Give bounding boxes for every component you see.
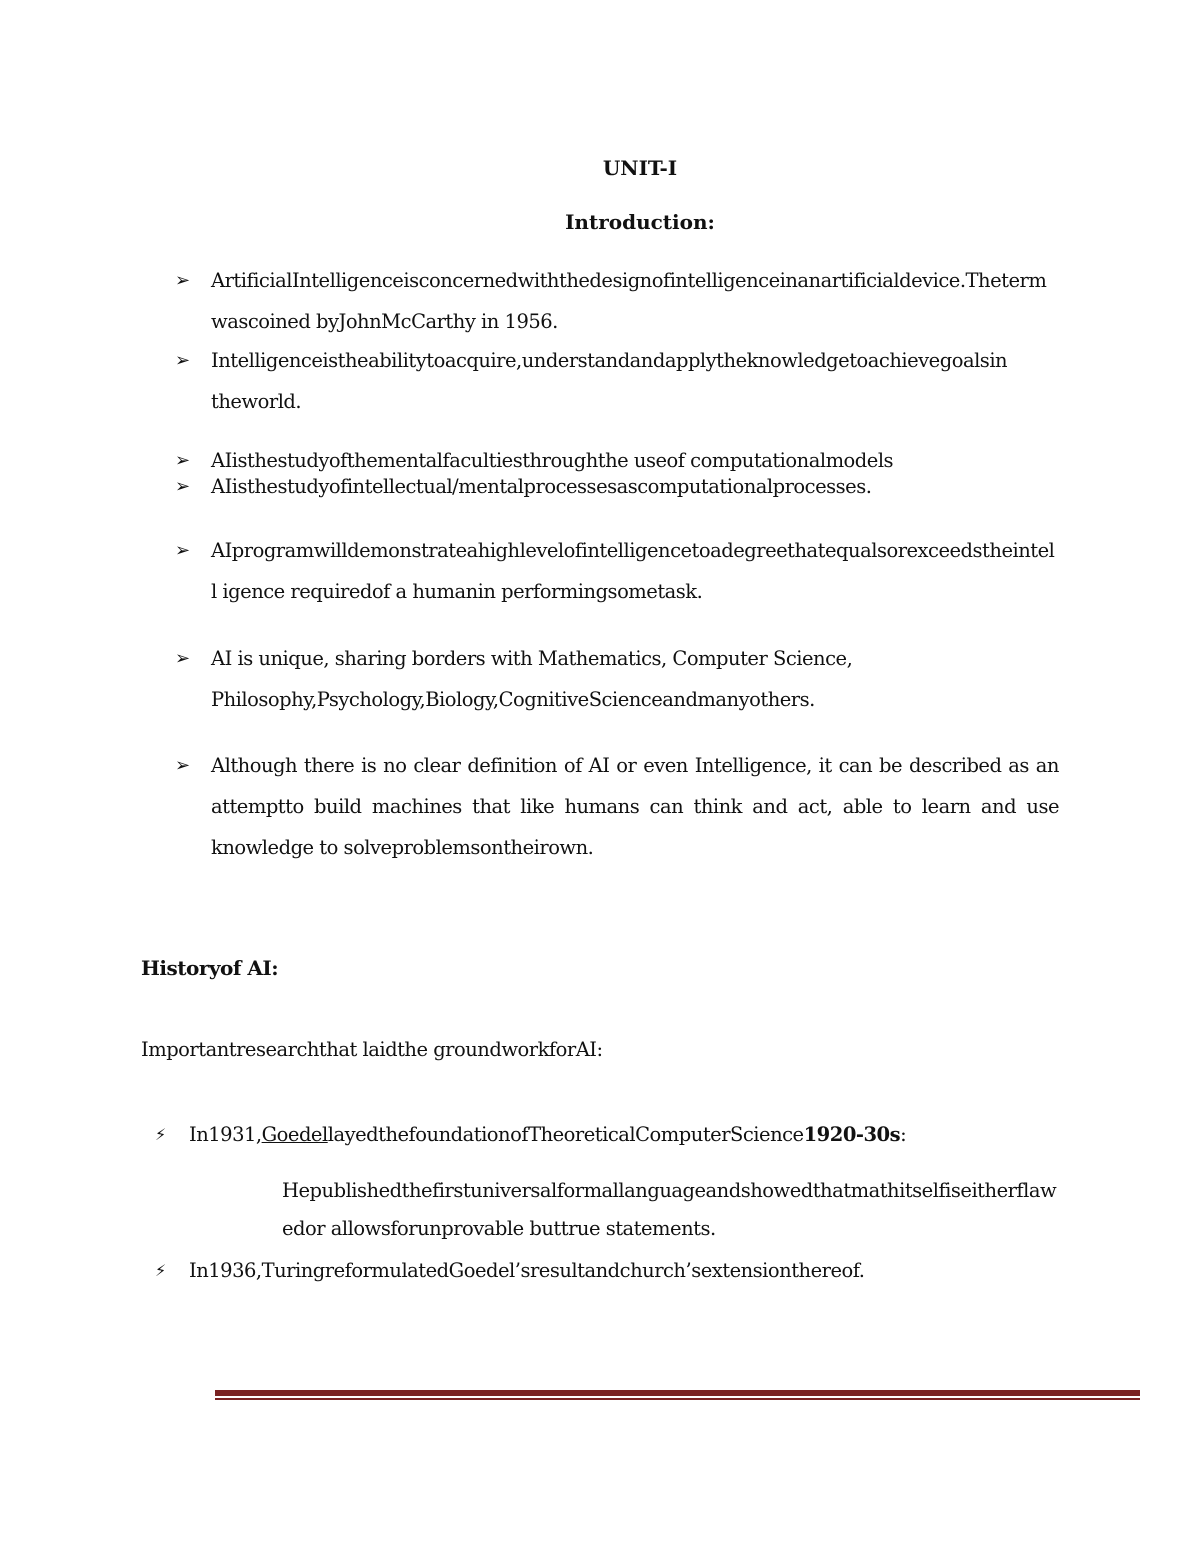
- goedel-name: Goedel: [261, 1123, 328, 1146]
- history-prefix: In1931,: [189, 1123, 262, 1146]
- arrow-bullet-icon: ➢: [175, 350, 190, 371]
- intro-bullet: [175, 530, 1059, 612]
- history-bullet-text: [189, 1116, 1060, 1154]
- footer-rule-thin: [215, 1398, 1140, 1400]
- arrow-bullet-icon: ➢: [175, 755, 190, 776]
- history-bullet: [155, 1116, 1060, 1154]
- lightning-bullet-icon: ⚡: [155, 1125, 166, 1144]
- arrow-bullet-icon: ➢: [175, 648, 190, 669]
- arrow-bullet-icon: ➢: [175, 476, 190, 497]
- intro-bullet: [175, 745, 1059, 868]
- history-years: 1920-30s: [803, 1123, 901, 1146]
- history-sub-paragraph: Hepublishedthefirstuniversalformallanguageandshowedthatmathitselfiseitherflawedor allowsforunprovable buttrue statements.: [282, 1179, 1057, 1240]
- intro-bullet-text: AIprogramwilldemonstrateahighlevelofintelligencetoadegreethatequalsorexceedstheintell igence requiredof a humanin performingsometask.: [211, 539, 1055, 603]
- intro-bullet: [175, 638, 1059, 720]
- unit-title: UNIT-I: [602, 156, 678, 180]
- arrow-bullet-icon: ➢: [175, 450, 190, 471]
- intro-bullet-text: Intelligenceistheabilitytoacquire,understandandapplytheknowledgetoachievegoalsin theworld.: [211, 349, 1008, 413]
- intro-bullet: [175, 448, 1059, 474]
- intro-bullet-text: AIisthestudyofthementalfacultiesthroughthe useof computationalmodels: [211, 449, 894, 472]
- history-bullet: [155, 1252, 1060, 1290]
- arrow-bullet-icon: ➢: [175, 540, 190, 561]
- history-intro: Importantresearchthat laidthe groundworkforAI:: [141, 1038, 603, 1061]
- intro-bullet-text: ArtificialIntelligenceisconcernedwiththedesignofintelligenceinanartificialdevice.Theterm wascoined byJohnMcCarthy in 1956.: [211, 269, 1047, 333]
- intro-bullet-text: Although there is no clear definition of AI or even Intelligence, it can be described as an attemptto build machines that like humans can think and act, able to learn and use knowledge to solveproblemsontheirown.: [211, 754, 1059, 859]
- introduction-heading: Introduction:: [565, 210, 715, 234]
- arrow-bullet-icon: ➢: [175, 270, 190, 291]
- intro-bullet: [175, 340, 1059, 422]
- intro-bullet-text: AI is unique, sharing borders with Mathematics, Computer Science, Philosophy,Psychology,Biology,CognitiveScienceandmanyothers.: [211, 647, 853, 711]
- history-middle: layedthefoundationofTheoreticalComputerScience: [327, 1123, 804, 1146]
- intro-bullet-text: AIisthestudyofintellectual/mentalprocessesascomputationalprocesses.: [211, 475, 872, 498]
- history-suffix: :: [900, 1123, 907, 1146]
- history-bullet-text: In1936,TuringreformulatedGoedel’sresultandchurch’sextensionthereof.: [189, 1259, 865, 1282]
- intro-bullet: [175, 474, 1059, 500]
- intro-bullet: [175, 260, 1059, 342]
- footer-rule: [215, 1390, 1140, 1396]
- history-heading: Historyof AI:: [141, 956, 279, 980]
- lightning-bullet-icon: ⚡: [155, 1261, 166, 1280]
